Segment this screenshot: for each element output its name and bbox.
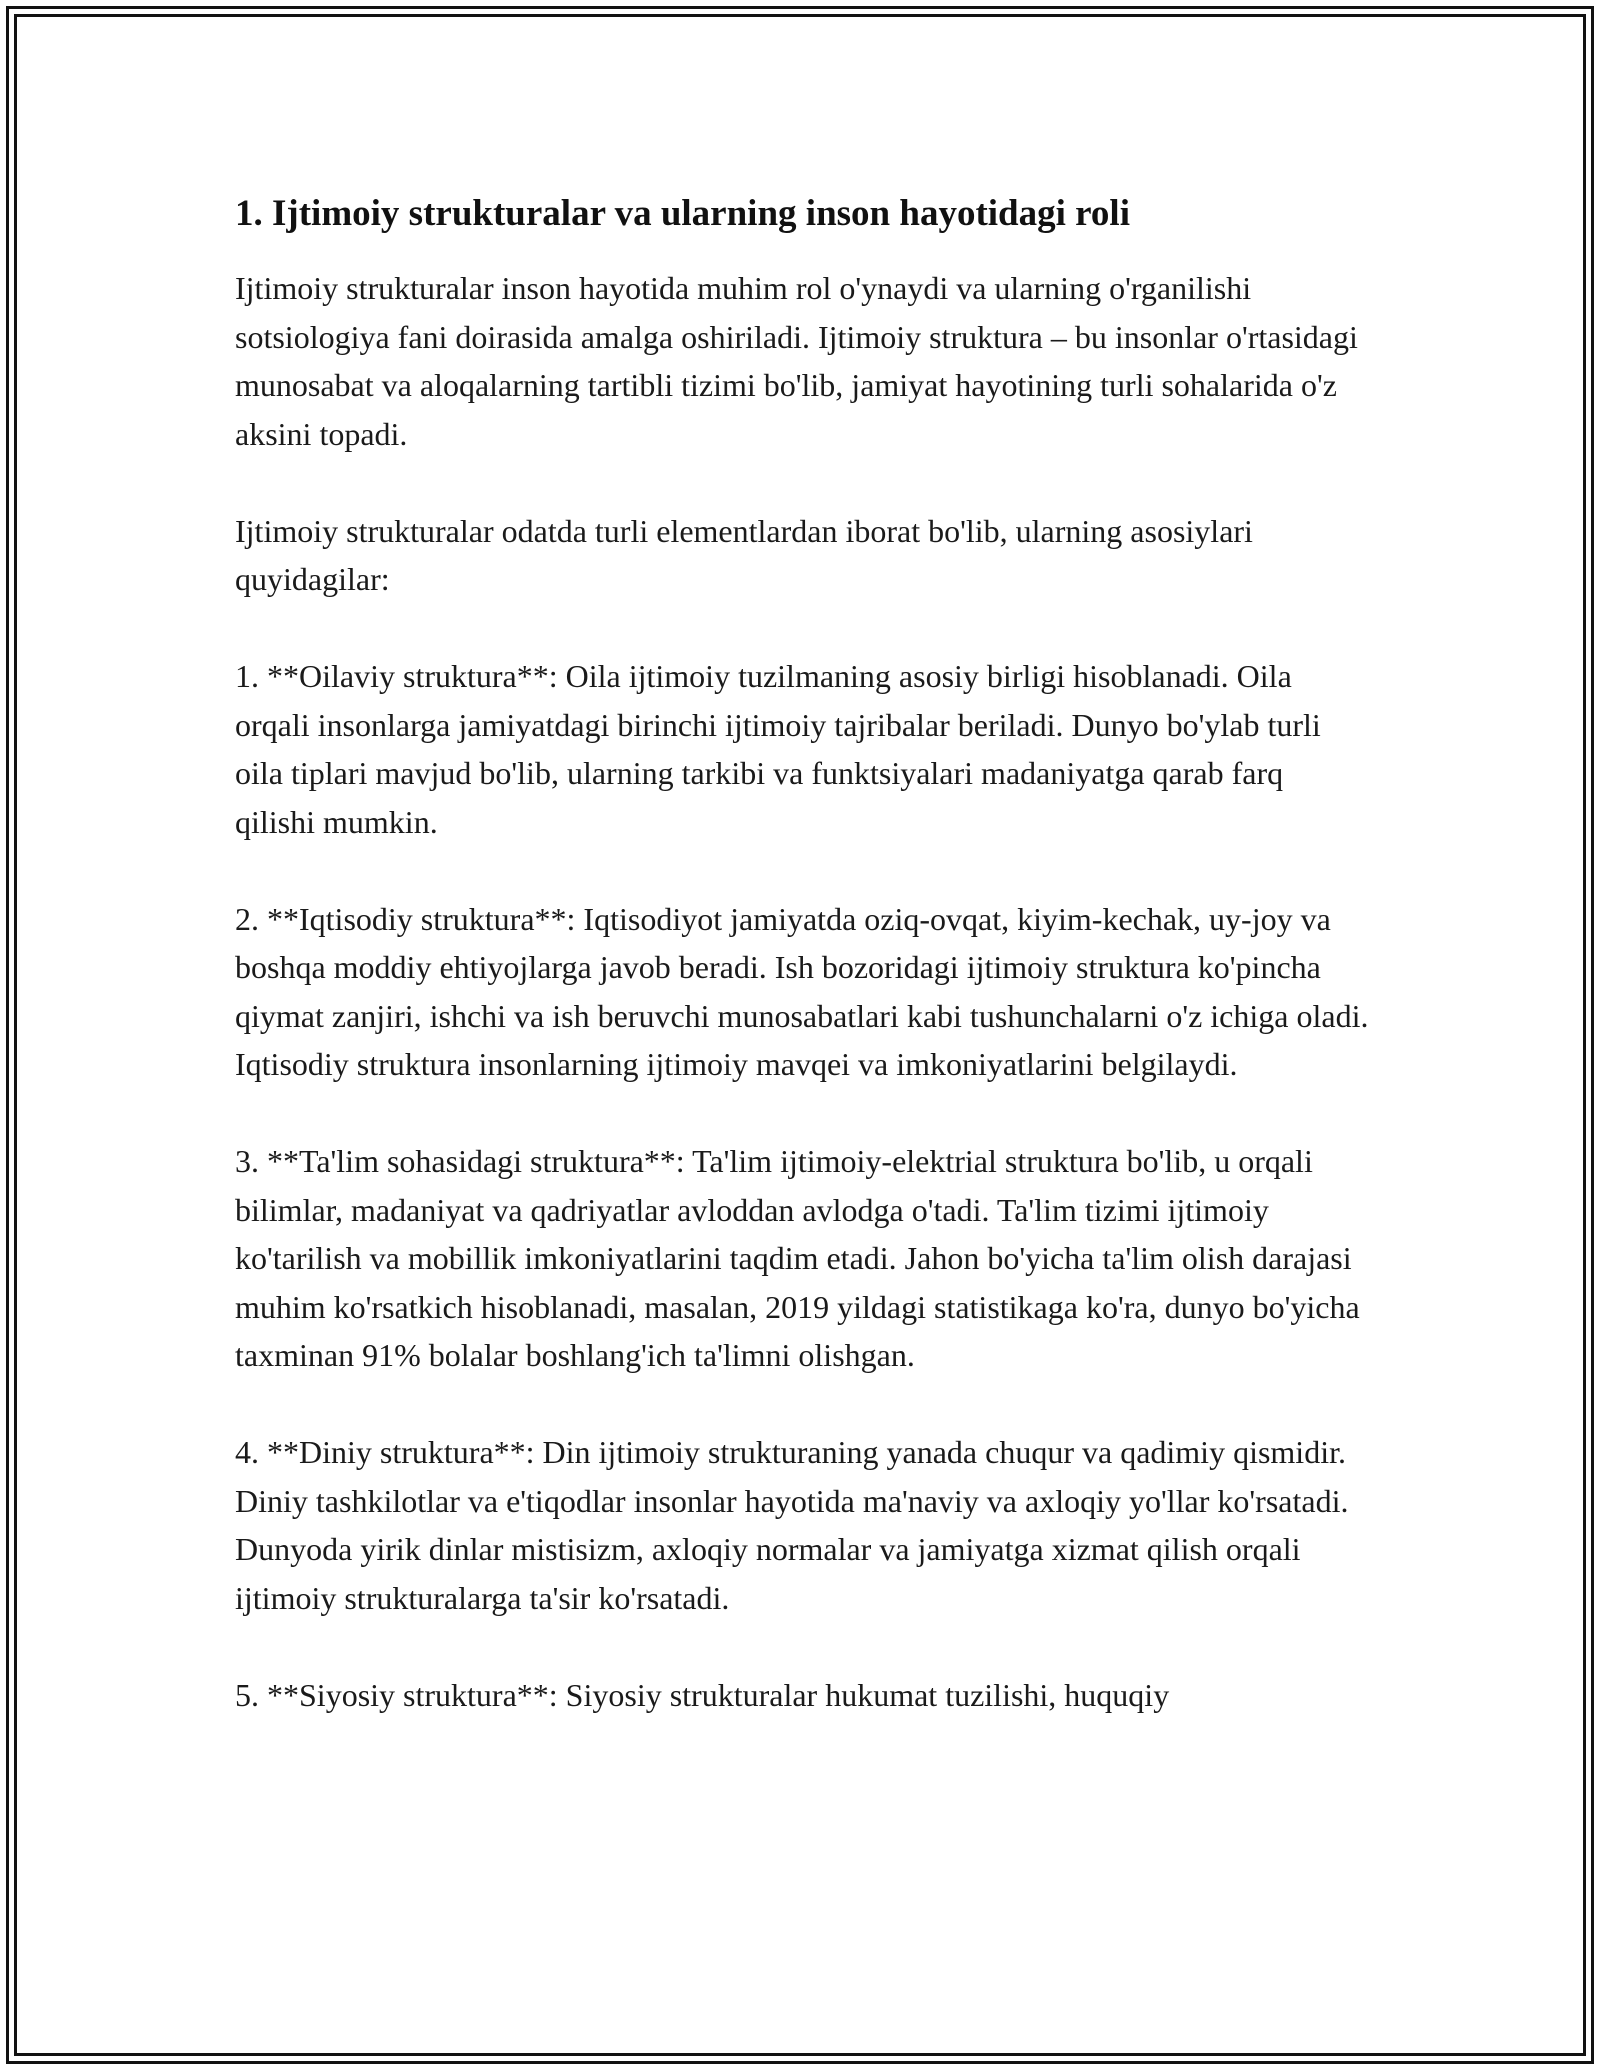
- list-item-religious-structure: 4. **Diniy struktura**: Din ijtimoiy strukturaning yanada chuqur va qadimiy qismidir. Diniy tashkilotlar va e'tiqodlar insonlar hayotida ma'naviy va axloqiy yo'llar ko'rsatadi. Dunyoda yirik dinlar mistisizm, axloqiy normalar va jamiyatga xizmat qilish orqali ijtimoiy strukturalarga ta'sir ko'rsatadi.: [235, 1434, 1349, 1616]
- list-item-family-structure: 1. **Oilaviy struktura**: Oila ijtimoiy tuzilmaning asosiy birligi hisoblanadi. Oila orqali insonlarga jamiyatdagi birinchi ijtimoiy tajribalar beriladi. Dunyo bo'ylab turli oila tiplari mavjud bo'lib, ularning tarkibi va funktsiyalari madaniyatga qarab farq qilishi mumkin.: [235, 658, 1321, 840]
- paragraph-elements-lead: Ijtimoiy strukturalar odatda turli elementlardan iborat bo'lib, ularning asosiylari quyidagilar:: [235, 512, 1253, 597]
- list-item-political-structure: 5. **Siyosiy struktura**: Siyosiy strukturalar hukumat tuzilishi, huquqiy: [235, 1676, 1170, 1713]
- list-item-education-structure: 3. **Ta'lim sohasidagi struktura**: Ta'lim ijtimoiy-elektrial struktura bo'lib, u orqali bilimlar, madaniyat va qadriyatlar avloddan avlodga o'tadi. Ta'lim tizimi ijtimoiy ko'tarilish va mobillik imkoniyatlarini taqdim etadi. Jahon bo'yicha ta'lim olish darajasi muhim ko'rsatkich hisoblanadi, masalan, 2019 yildagi statistikaga ko'ra, dunyo bo'yicha taxminan 91% bolalar boshlang'ich ta'limni olishgan.: [235, 1143, 1360, 1373]
- paragraph-intro: Ijtimoiy strukturalar inson hayotida muhim rol o'ynaydi va ularning o'rganilishi sotsiologiya fani doirasida amalga oshiriladi. Ijtimoiy struktura – bu insonlar o'rtasidagi munosabat va aloqalarning tartibli tizimi bo'lib, jamiyat hayotining turli sohalarida o'z aksini topadi.: [235, 270, 1358, 452]
- section-heading: 1. Ijtimoiy strukturalar va ularning inson hayotidagi roli: [235, 193, 1130, 234]
- list-item-economic-structure: 2. **Iqtisodiy struktura**: Iqtisodiyot jamiyatda oziq-ovqat, kiyim-kechak, uy-joy va boshqa moddiy ehtiyojlarga javob beradi. Ish bozoridagi ijtimoiy struktura ko'pincha qiymat zanjiri, ishchi va ish beruvchi munosabatlari kabi tushunchalarni o'z ichiga oladi. Iqtisodiy struktura insonlarning ijtimoiy mavqei va imkoniyatlarini belgilaydi.: [235, 900, 1369, 1082]
- document-page: [235, 190, 1370, 1768]
